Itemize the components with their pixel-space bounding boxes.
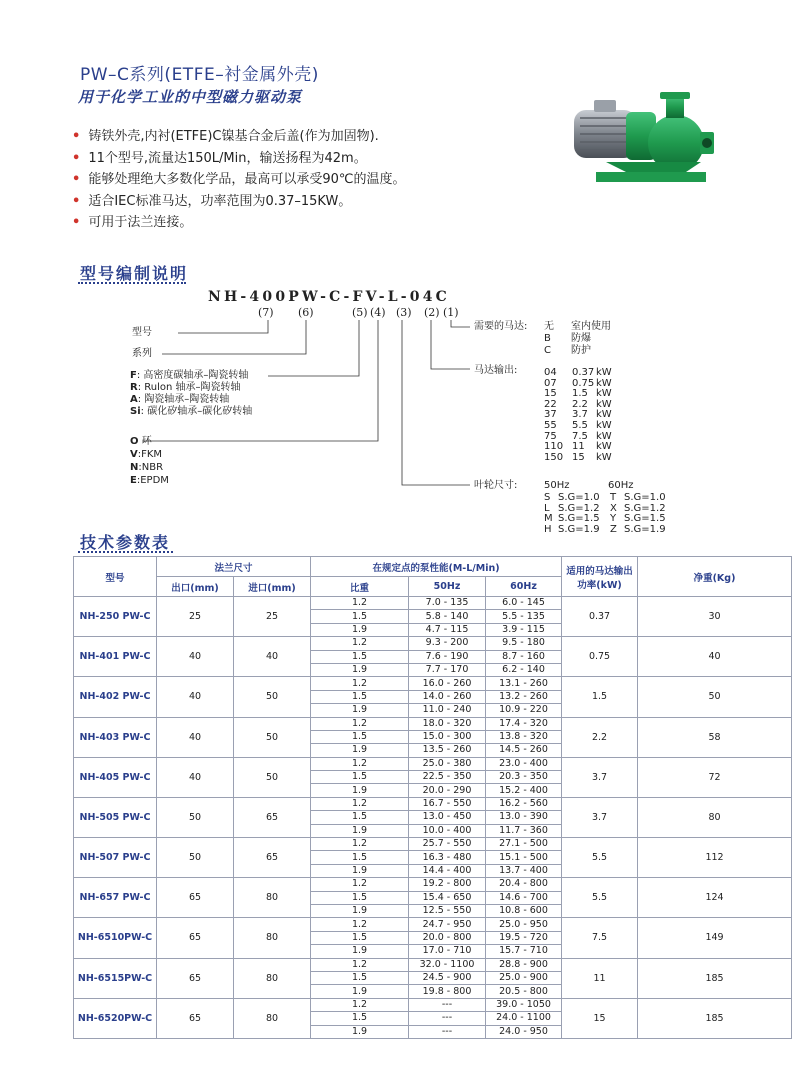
perf-60hz-cell: 14.5 - 260 — [486, 744, 562, 757]
ratio-cell: 1.9 — [311, 824, 409, 837]
bearing-option: R: Rulon 轴承–陶瓷转轴 — [130, 382, 241, 393]
bearing-option: A: 陶瓷轴承–陶瓷转轴 — [130, 394, 230, 405]
table-row — [74, 878, 792, 891]
motor-type-code: C — [544, 345, 551, 356]
outlet-cell: 50 — [157, 838, 234, 878]
section-title-tech-params: 技术参数表 — [80, 533, 171, 552]
code-marker: (5) — [352, 306, 368, 319]
perf-50hz-cell: 12.5 - 550 — [409, 904, 486, 917]
perf-60hz-cell: 13.8 - 320 — [486, 730, 562, 743]
impeller-cell: Z — [610, 523, 617, 535]
perf-60hz-cell: 13.7 - 400 — [486, 864, 562, 877]
perf-60hz-cell: 27.1 - 500 — [486, 838, 562, 851]
feature-item: • 能够处理绝大多数化学品，最高可以承受90℃的温度。 — [72, 172, 406, 187]
ratio-cell: 1.5 — [311, 891, 409, 904]
impeller-cell: H — [544, 523, 552, 535]
model-cell: NH-6520PW-C — [74, 998, 157, 1038]
impeller-60hz: 60Hz — [608, 480, 634, 491]
table-row — [74, 797, 792, 810]
ratio-cell: 1.5 — [311, 730, 409, 743]
impeller-cell: S — [544, 492, 551, 503]
perf-50hz-cell: 9.3 - 200 — [409, 637, 486, 650]
code-marker: (2) — [424, 306, 440, 319]
ratio-cell: 1.9 — [311, 744, 409, 757]
weight-cell: 50 — [638, 677, 792, 717]
ratio-cell: 1.5 — [311, 1012, 409, 1025]
inlet-cell: 80 — [234, 958, 311, 998]
outlet-cell: 40 — [157, 717, 234, 757]
perf-50hz-cell: 4.7 - 115 — [409, 623, 486, 636]
feature-item: • 铸铁外壳,内衬(ETFE)C镍基合金后盖(作为加固物). — [72, 129, 379, 144]
oring-option: V:FKM — [130, 449, 163, 460]
perf-50hz-cell: 15.0 - 300 — [409, 730, 486, 743]
inlet-cell: 80 — [234, 998, 311, 1038]
motor-cell: 1.5 — [562, 677, 638, 717]
outlet-cell: 65 — [157, 878, 234, 918]
bullet-dot-icon: • — [72, 215, 81, 230]
impeller-cell: S.G=1.5 — [624, 513, 666, 525]
outlet-cell: 65 — [157, 958, 234, 998]
ratio-cell: 1.5 — [311, 650, 409, 663]
perf-60hz-cell: 10.8 - 600 — [486, 904, 562, 917]
ratio-cell: 1.2 — [311, 637, 409, 650]
motor-output-cell: 7.5 — [572, 430, 588, 442]
motor-cell: 0.75 — [562, 637, 638, 677]
table-row — [74, 918, 792, 931]
table-row — [74, 677, 792, 690]
perf-60hz-cell: 20.4 - 800 — [486, 878, 562, 891]
label-model: 型号 — [132, 327, 152, 338]
motor-output-cell: 75 — [544, 430, 557, 442]
code-marker: (4) — [370, 306, 386, 319]
outlet-cell: 65 — [157, 998, 234, 1038]
header-50hz: 50Hz — [409, 577, 486, 597]
impeller-cell: S.G=1.2 — [558, 502, 600, 514]
motor-cell: 15 — [562, 998, 638, 1038]
ratio-cell: 1.5 — [311, 971, 409, 984]
inlet-cell: 80 — [234, 918, 311, 958]
perf-50hz-cell: --- — [409, 1012, 486, 1025]
bullet-dot-icon: • — [72, 150, 81, 166]
ratio-cell: 1.2 — [311, 878, 409, 891]
motor-type-label: 需要的马达: — [474, 321, 528, 332]
model-cell: NH-657 PW-C — [74, 878, 157, 918]
ratio-cell: 1.2 — [311, 677, 409, 690]
weight-cell: 185 — [638, 998, 792, 1038]
header-ratio: 比重 — [311, 577, 409, 597]
ratio-cell: 1.5 — [311, 771, 409, 784]
inlet-cell: 25 — [234, 597, 311, 637]
impeller-cell: S.G=1.0 — [624, 492, 666, 503]
perf-50hz-cell: 16.0 - 260 — [409, 677, 486, 690]
motor-output-cell: kW — [596, 441, 612, 453]
ratio-cell: 1.2 — [311, 998, 409, 1011]
ratio-cell: 1.9 — [311, 864, 409, 877]
outlet-cell: 25 — [157, 597, 234, 637]
impeller-cell: S.G=1.9 — [558, 523, 600, 535]
motor-type-code: B — [544, 333, 551, 344]
ratio-cell: 1.5 — [311, 851, 409, 864]
outlet-cell: 40 — [157, 757, 234, 797]
perf-60hz-cell: 5.5 - 135 — [486, 610, 562, 623]
weight-cell: 58 — [638, 717, 792, 757]
model-cell: NH-405 PW-C — [74, 757, 157, 797]
perf-50hz-cell: --- — [409, 998, 486, 1011]
ratio-cell: 1.5 — [311, 811, 409, 824]
perf-50hz-cell: 15.4 - 650 — [409, 891, 486, 904]
motor-cell: 5.5 — [562, 838, 638, 878]
header-outlet: 出口(mm) — [157, 577, 234, 597]
perf-60hz-cell: 14.6 - 700 — [486, 891, 562, 904]
ratio-cell: 1.9 — [311, 904, 409, 917]
table-row — [74, 717, 792, 730]
perf-60hz-cell: 24.0 - 1100 — [486, 1012, 562, 1025]
code-marker: (6) — [298, 306, 314, 319]
perf-50hz-cell: 19.2 - 800 — [409, 878, 486, 891]
perf-60hz-cell: 8.7 - 160 — [486, 650, 562, 663]
impeller-cell: T — [610, 492, 617, 503]
motor-cell: 11 — [562, 958, 638, 998]
model-cell: NH-6515PW-C — [74, 958, 157, 998]
perf-50hz-cell: 18.0 - 320 — [409, 717, 486, 730]
perf-50hz-cell: 22.5 - 350 — [409, 771, 486, 784]
ratio-cell: 1.2 — [311, 918, 409, 931]
impeller-label: 叶轮尺寸: — [474, 480, 518, 491]
ratio-cell: 1.9 — [311, 623, 409, 636]
motor-output-cell: 3.7 — [572, 409, 588, 421]
perf-60hz-cell: 20.5 - 800 — [486, 985, 562, 998]
perf-60hz-cell: 10.9 - 220 — [486, 704, 562, 717]
motor-output-cell: 2.2 — [572, 398, 588, 410]
motor-cell: 3.7 — [562, 797, 638, 837]
weight-cell: 185 — [638, 958, 792, 998]
table-row — [74, 958, 792, 971]
bullet-dot-icon: • — [72, 193, 81, 209]
perf-60hz-cell: 16.2 - 560 — [486, 797, 562, 810]
outlet-cell: 65 — [157, 918, 234, 958]
motor-cell: 3.7 — [562, 757, 638, 797]
model-cell: NH-402 PW-C — [74, 677, 157, 717]
perf-60hz-cell: 13.0 - 390 — [486, 811, 562, 824]
perf-60hz-cell: 3.9 - 115 — [486, 623, 562, 636]
ratio-cell: 1.5 — [311, 931, 409, 944]
ratio-cell: 1.9 — [311, 945, 409, 958]
table-row — [74, 597, 792, 610]
motor-output-cell: 1.5 — [572, 388, 588, 400]
perf-60hz-cell: 13.1 - 260 — [486, 677, 562, 690]
motor-output-cell: kW — [596, 430, 612, 442]
perf-60hz-cell: 20.3 - 350 — [486, 771, 562, 784]
weight-cell: 80 — [638, 797, 792, 837]
motor-output-cell: 15 — [544, 388, 557, 400]
bullet-dot-icon: • — [72, 172, 81, 187]
perf-60hz-cell: 25.0 - 900 — [486, 971, 562, 984]
perf-50hz-cell: 24.5 - 900 — [409, 971, 486, 984]
impeller-cell: X — [610, 502, 617, 514]
motor-type-text: 防爆 — [571, 333, 591, 344]
section-underline — [78, 551, 173, 553]
perf-50hz-cell: 20.0 - 800 — [409, 931, 486, 944]
header-flange: 法兰尺寸 — [157, 557, 311, 577]
header-model: 型号 — [74, 557, 157, 597]
perf-50hz-cell: 20.0 - 290 — [409, 784, 486, 797]
perf-60hz-cell: 39.0 - 1050 — [486, 998, 562, 1011]
weight-cell: 149 — [638, 918, 792, 958]
ratio-cell: 1.5 — [311, 610, 409, 623]
header-motor: 适用的马达输出功率(kW) — [562, 557, 638, 597]
impeller-cell: S.G=1.9 — [624, 523, 666, 535]
ratio-cell: 1.2 — [311, 757, 409, 770]
feature-item: • 11个型号,流量达150L/Min，输送扬程为42m。 — [72, 150, 367, 166]
header-60hz: 60Hz — [486, 577, 562, 597]
ratio-cell: 1.2 — [311, 838, 409, 851]
perf-60hz-cell: 23.0 - 400 — [486, 757, 562, 770]
impeller-cell: S.G=1.2 — [624, 502, 666, 514]
impeller-50hz: 50Hz — [544, 480, 570, 491]
weight-cell: 40 — [638, 637, 792, 677]
perf-50hz-cell: --- — [409, 1025, 486, 1038]
model-code-example: NH-400PW-C-FV-L-04C — [208, 289, 450, 305]
motor-output-cell: 11 — [572, 441, 585, 453]
motor-cell: 7.5 — [562, 918, 638, 958]
ratio-cell: 1.2 — [311, 597, 409, 610]
label-series: 系列 — [132, 348, 152, 359]
inlet-cell: 65 — [234, 838, 311, 878]
perf-50hz-cell: 13.0 - 450 — [409, 811, 486, 824]
page-subtitle: 用于化学工业的中型磁力驱动泵 — [78, 88, 303, 106]
perf-50hz-cell: 19.8 - 800 — [409, 985, 486, 998]
header-performance: 在规定点的泵性能(M-L/Min) — [311, 557, 562, 577]
weight-cell: 30 — [638, 597, 792, 637]
motor-type-text: 防护 — [571, 345, 591, 356]
weight-cell: 124 — [638, 878, 792, 918]
weight-cell: 112 — [638, 838, 792, 878]
inlet-cell: 50 — [234, 717, 311, 757]
ratio-cell: 1.2 — [311, 717, 409, 730]
ratio-cell: 1.9 — [311, 1025, 409, 1038]
motor-output-cell: 04 — [544, 367, 557, 378]
impeller-cell: Y — [610, 513, 617, 525]
perf-50hz-cell: 7.7 - 170 — [409, 663, 486, 676]
motor-type-text: 室内使用 — [571, 321, 611, 332]
perf-60hz-cell: 15.1 - 500 — [486, 851, 562, 864]
motor-type-code: 无 — [544, 321, 554, 332]
motor-output-cell: 22 — [544, 398, 557, 410]
outlet-cell: 40 — [157, 637, 234, 677]
motor-output-cell: 55 — [544, 420, 557, 431]
motor-output-cell: 37 — [544, 409, 557, 421]
bearing-option: Si: 碳化矽轴承–碳化矽转轴 — [130, 406, 253, 417]
motor-cell: 2.2 — [562, 717, 638, 757]
inlet-cell: 50 — [234, 757, 311, 797]
oring-option: O 环 — [130, 436, 152, 447]
ratio-cell: 1.2 — [311, 958, 409, 971]
perf-50hz-cell: 16.7 - 550 — [409, 797, 486, 810]
inlet-cell: 65 — [234, 797, 311, 837]
perf-50hz-cell: 14.4 - 400 — [409, 864, 486, 877]
motor-output-cell: kW — [596, 420, 612, 431]
model-cell: NH-401 PW-C — [74, 637, 157, 677]
perf-60hz-cell: 13.2 - 260 — [486, 690, 562, 703]
motor-output-cell: 0.37 — [572, 367, 595, 378]
perf-50hz-cell: 11.0 - 240 — [409, 704, 486, 717]
inlet-cell: 50 — [234, 677, 311, 717]
perf-50hz-cell: 32.0 - 1100 — [409, 958, 486, 971]
section-title-model-code: 型号编制说明 — [80, 264, 189, 283]
header-weight: 净重(Kg) — [638, 557, 792, 597]
perf-50hz-cell: 16.3 - 480 — [409, 851, 486, 864]
perf-50hz-cell: 5.8 - 140 — [409, 610, 486, 623]
motor-output-cell: kW — [596, 398, 612, 410]
impeller-cell: S.G=1.5 — [558, 513, 600, 525]
outlet-cell: 50 — [157, 797, 234, 837]
motor-output-cell: 15 — [572, 451, 585, 463]
perf-60hz-cell: 24.0 - 950 — [486, 1025, 562, 1038]
model-cell: NH-6510PW-C — [74, 918, 157, 958]
ratio-cell: 1.9 — [311, 704, 409, 717]
ratio-cell: 1.5 — [311, 690, 409, 703]
motor-output-cell: 5.5 — [572, 420, 588, 431]
impeller-cell: M — [544, 513, 553, 525]
ratio-cell: 1.9 — [311, 784, 409, 797]
motor-output-cell: 07 — [544, 377, 557, 389]
ratio-cell: 1.9 — [311, 663, 409, 676]
model-cell: NH-250 PW-C — [74, 597, 157, 637]
motor-output-cell: 110 — [544, 441, 564, 453]
oring-option: E:EPDM — [130, 475, 169, 486]
inlet-cell: 40 — [234, 637, 311, 677]
motor-cell: 0.37 — [562, 597, 638, 637]
perf-50hz-cell: 7.0 - 135 — [409, 597, 486, 610]
weight-cell: 72 — [638, 757, 792, 797]
page-title: PW–C系列(ETFE–衬金属外壳) — [80, 65, 319, 85]
perf-60hz-cell: 15.7 - 710 — [486, 945, 562, 958]
feature-item: • 可用于法兰连接。 — [72, 215, 193, 230]
motor-cell: 5.5 — [562, 878, 638, 918]
ratio-cell: 1.2 — [311, 797, 409, 810]
perf-60hz-cell: 17.4 - 320 — [486, 717, 562, 730]
perf-60hz-cell: 9.5 - 180 — [486, 637, 562, 650]
perf-60hz-cell: 28.8 - 900 — [486, 958, 562, 971]
impeller-cell: S.G=1.0 — [558, 492, 600, 503]
outlet-cell: 40 — [157, 677, 234, 717]
feature-item: • 适合IEC标准马达，功率范围为0.37–15KW。 — [72, 193, 352, 209]
motor-output-cell: kW — [596, 409, 612, 421]
table-row — [74, 637, 792, 650]
table-row — [74, 838, 792, 851]
perf-60hz-cell: 6.2 - 140 — [486, 663, 562, 676]
motor-output-cell: kW — [596, 367, 612, 378]
motor-output-cell: kW — [596, 388, 612, 400]
perf-50hz-cell: 13.5 - 260 — [409, 744, 486, 757]
perf-50hz-cell: 7.6 - 190 — [409, 650, 486, 663]
header-inlet: 进口(mm) — [234, 577, 311, 597]
model-cell: NH-505 PW-C — [74, 797, 157, 837]
model-cell: NH-507 PW-C — [74, 838, 157, 878]
perf-50hz-cell: 24.7 - 950 — [409, 918, 486, 931]
code-marker: (1) — [443, 306, 459, 319]
perf-50hz-cell: 25.7 - 550 — [409, 838, 486, 851]
perf-60hz-cell: 15.2 - 400 — [486, 784, 562, 797]
perf-50hz-cell: 25.0 - 380 — [409, 757, 486, 770]
bullet-dot-icon: • — [72, 129, 81, 144]
perf-50hz-cell: 10.0 - 400 — [409, 824, 486, 837]
perf-60hz-cell: 6.0 - 145 — [486, 597, 562, 610]
model-cell: NH-403 PW-C — [74, 717, 157, 757]
motor-output-cell: kW — [596, 377, 612, 389]
motor-output-cell: 150 — [544, 451, 564, 463]
perf-60hz-cell: 11.7 - 360 — [486, 824, 562, 837]
code-marker: (7) — [258, 306, 274, 319]
spec-table-body — [74, 597, 792, 1039]
perf-50hz-cell: 17.0 - 710 — [409, 945, 486, 958]
ratio-cell: 1.9 — [311, 985, 409, 998]
perf-50hz-cell: 14.0 - 260 — [409, 690, 486, 703]
code-marker: (3) — [396, 306, 412, 319]
motor-output-cell: kW — [596, 451, 612, 463]
perf-60hz-cell: 19.5 - 720 — [486, 931, 562, 944]
motor-output-label: 马达输出: — [474, 365, 518, 376]
impeller-cell: L — [544, 502, 550, 514]
inlet-cell: 80 — [234, 878, 311, 918]
spec-table — [73, 556, 792, 1039]
perf-60hz-cell: 25.0 - 950 — [486, 918, 562, 931]
motor-output-cell: 0.75 — [572, 377, 595, 389]
table-row — [74, 998, 792, 1011]
oring-option: N:NBR — [130, 462, 164, 473]
table-row — [74, 757, 792, 770]
bearing-option: F: 高密度碳轴承–陶瓷转轴 — [130, 370, 249, 381]
